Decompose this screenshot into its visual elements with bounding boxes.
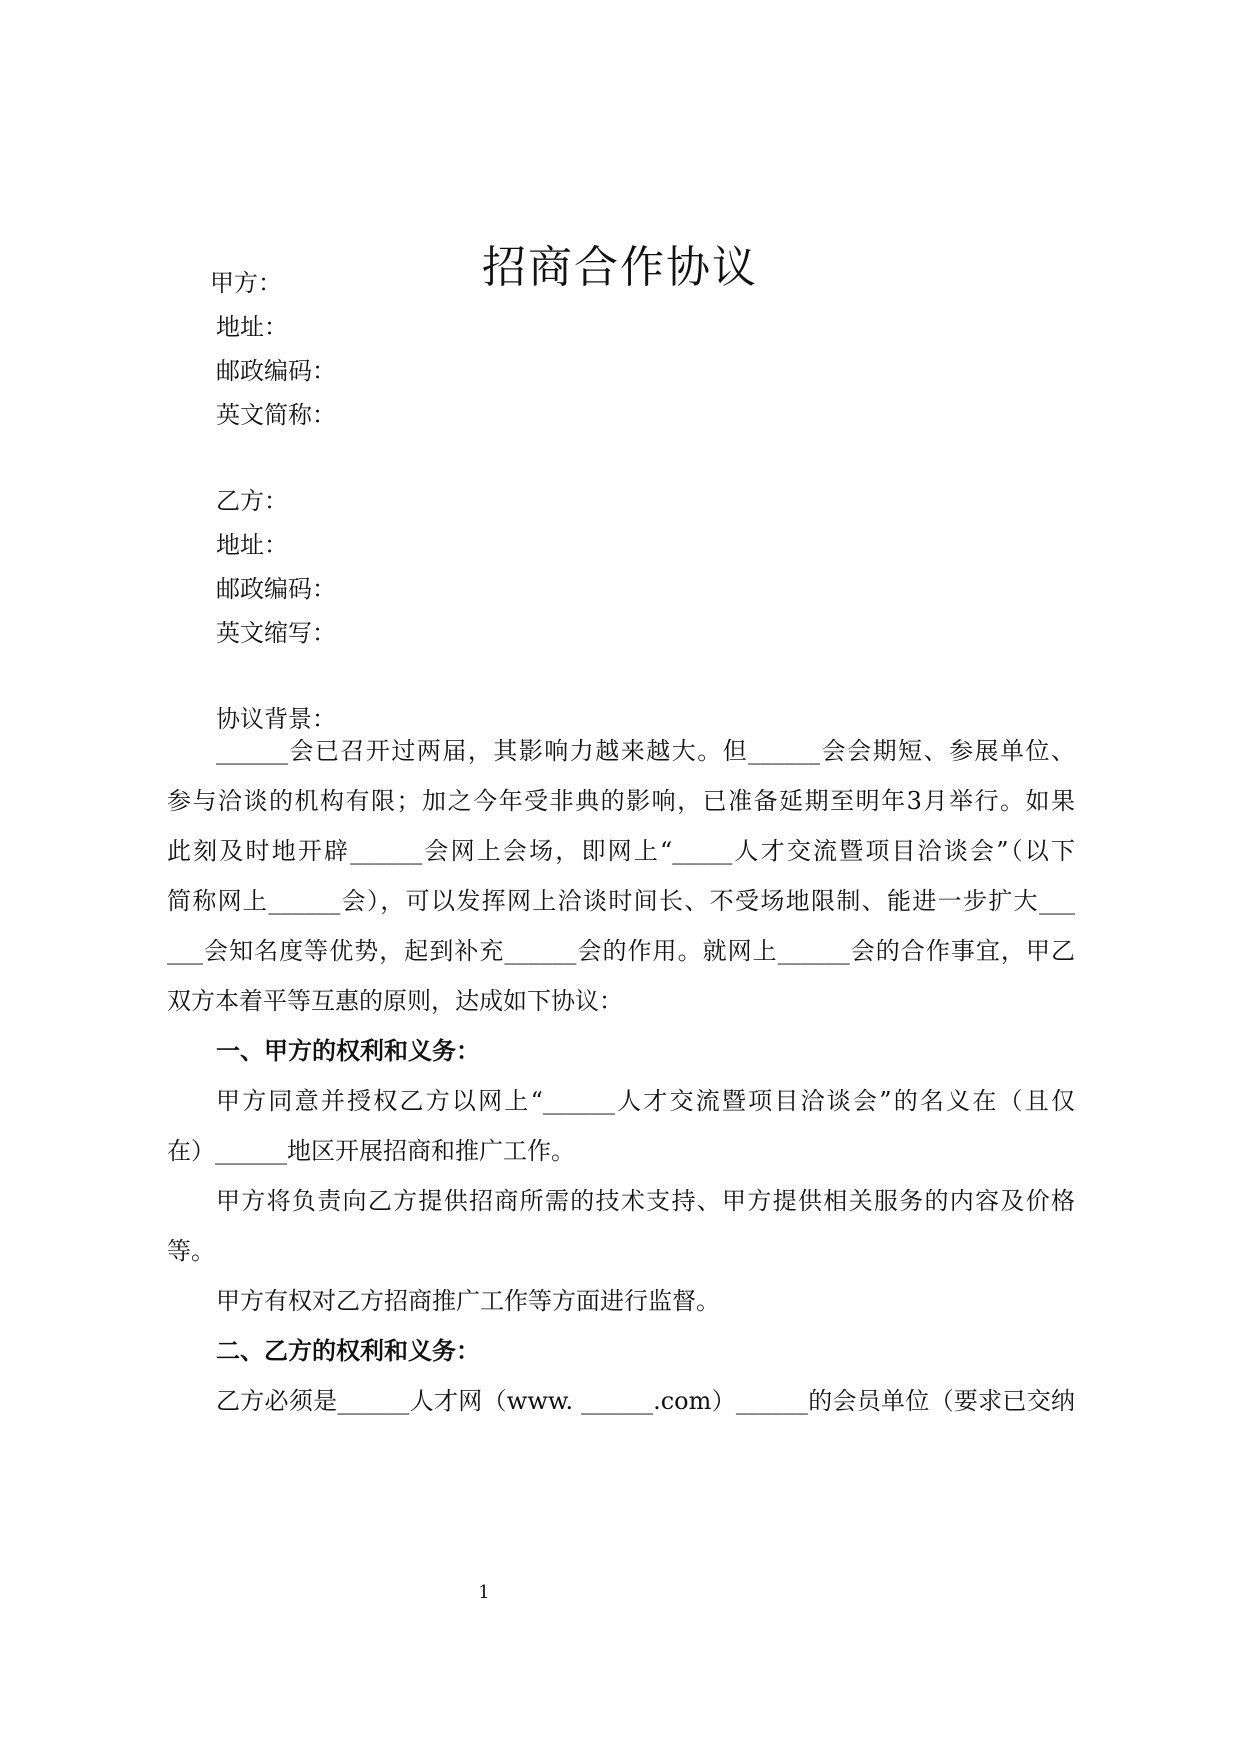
page-number: 1 [478, 1582, 490, 1603]
paragraph-line: 等。 [167, 1237, 215, 1265]
background-paragraph [167, 726, 1075, 1026]
background-label: 协议背景： [216, 705, 336, 733]
section1-paragraph-3 [167, 1276, 1075, 1326]
paragraph-line: 甲方有权对乙方招商推广工作等方面进行监督。 [216, 1287, 720, 1315]
section1-paragraph-2 [167, 1176, 1075, 1276]
section2-paragraph-1 [167, 1376, 1075, 1426]
section-heading-party-a: 一、甲方的权利和义务： [216, 1036, 480, 1065]
paragraph-line: 甲方将负责向乙方提供招商所需的技术支持、甲方提供相关服务的内容及价格 [216, 1187, 1075, 1215]
paragraph-line: ___会知名度等优势，起到补充______会的作用。就网上______会的合作事宜，甲乙 [167, 937, 1075, 965]
paragraph-line: 简称网上______会），可以发挥网上洽谈时间长、不受场地限制、能进一步扩大___ [167, 887, 1075, 915]
paragraph-line: 双方本着平等互惠的原则，达成如下协议： [167, 987, 623, 1015]
paragraph-line: 此刻及时地开辟______会网上会场，即网上“_____人才交流暨项目洽谈会”（以下 [167, 837, 1075, 865]
party-b-address-label: 地址： [216, 531, 288, 559]
paragraph-line: 乙方必须是______人才网（www. ______.com）______的会员单位（要求已交纳 [216, 1387, 1075, 1415]
section1-paragraph-1 [167, 1076, 1075, 1176]
party-a-postcode-label: 邮政编码： [216, 357, 336, 385]
paragraph-line: 在）______地区开展招商和推广工作。 [167, 1137, 575, 1165]
party-a-abbr-label: 英文简称： [216, 401, 336, 429]
party-a-name-label: 甲方： [210, 269, 282, 297]
paragraph-line: 甲方同意并授权乙方以网上“______人才交流暨项目洽谈会”的名义在（且仅 [216, 1087, 1075, 1115]
paragraph-line: 参与洽谈的机构有限；加之今年受非典的影响，已准备延期至明年3月举行。如果 [167, 787, 1075, 815]
party-b-name-label: 乙方： [216, 487, 288, 515]
document-title: 招商合作协议 [482, 242, 758, 293]
party-a-address-label: 地址： [216, 313, 288, 341]
paragraph-line: ______会已召开过两届，其影响力越来越大。但______会会期短、参展单位、 [216, 737, 1075, 765]
party-b-abbr-label: 英文缩写： [216, 619, 336, 647]
section-heading-party-b: 二、乙方的权利和义务： [216, 1336, 480, 1365]
party-b-postcode-label: 邮政编码： [216, 575, 336, 603]
